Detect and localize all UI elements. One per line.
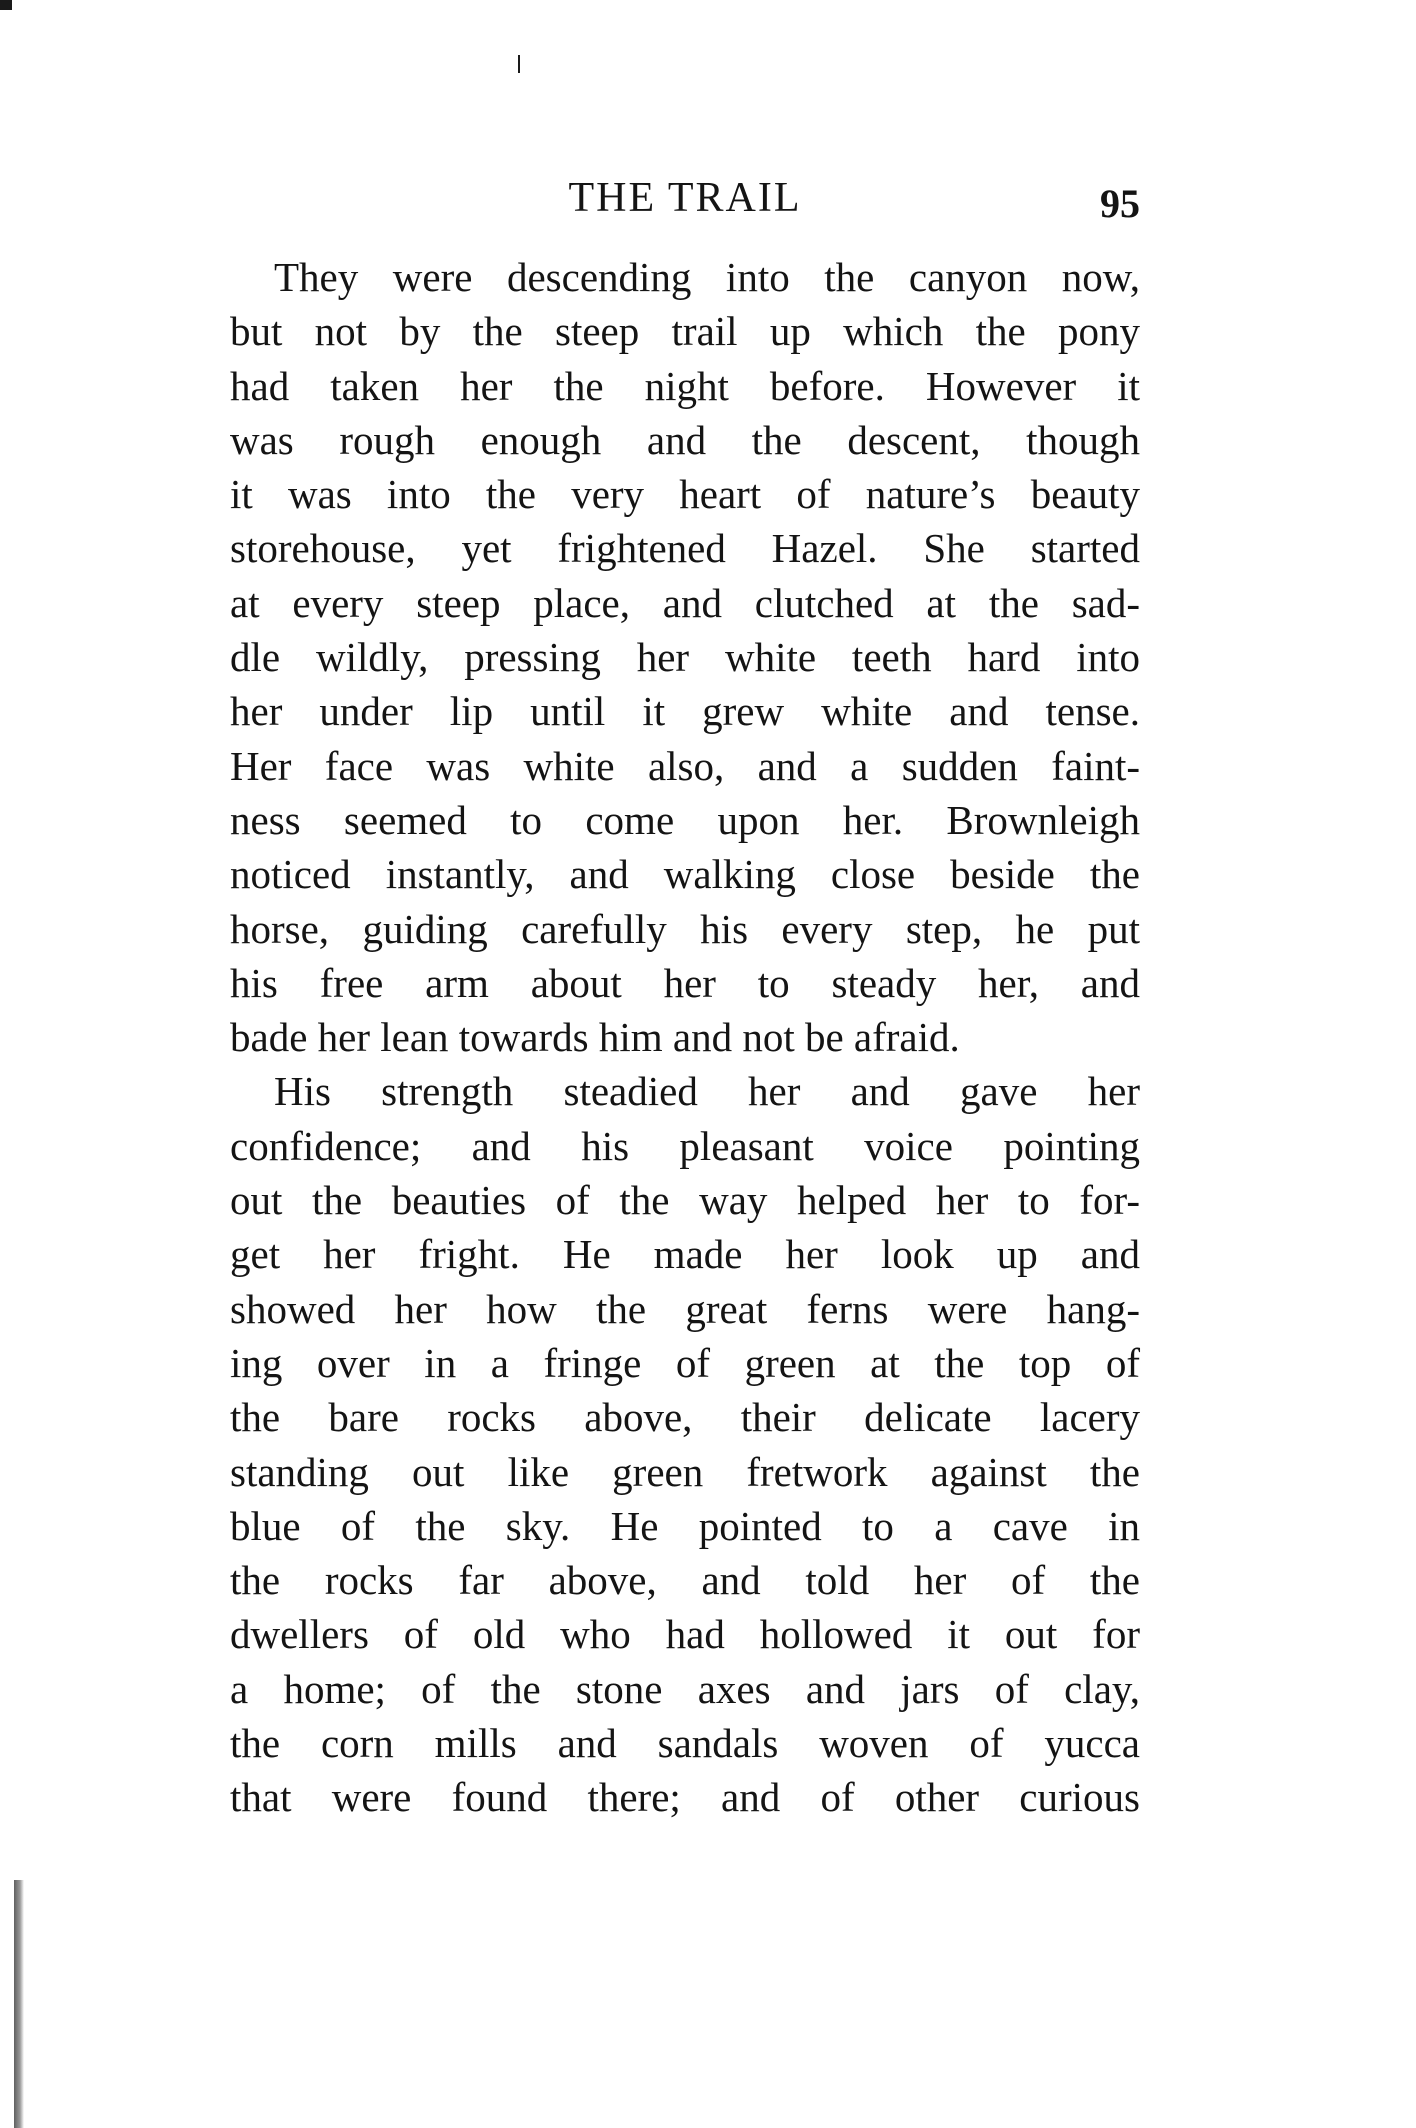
text-line: confidence; and his pleasant voice pointing xyxy=(230,1122,1140,1169)
text-line: blue of the sky. He pointed to a cave in xyxy=(230,1502,1140,1549)
text-line: His strength steadied her and gave her xyxy=(274,1068,1140,1115)
text-line: at every steep place, and clutched at the sad- xyxy=(230,579,1140,626)
text-line: dwellers of old who had hollowed it out for xyxy=(230,1611,1140,1658)
text-line: noticed instantly, and walking close beside the xyxy=(230,851,1140,898)
text-line: but not by the steep trail up which the pony xyxy=(230,308,1140,355)
scan-corner-mark xyxy=(0,0,12,10)
text-line: storehouse, yet frightened Hazel. She started xyxy=(230,525,1140,572)
running-title: THE TRAIL xyxy=(568,175,802,221)
scan-tick-mark xyxy=(518,55,520,73)
text-line: her under lip until it grew white and tense. xyxy=(230,688,1140,735)
text-line: the bare rocks above, their delicate lacery xyxy=(230,1394,1140,1441)
text-line: the corn mills and sandals woven of yucca xyxy=(230,1720,1140,1767)
text-line: standing out like green fretwork against the xyxy=(230,1448,1140,1495)
text-line: bade her lean towards him and not be afraid. xyxy=(230,1014,960,1061)
text-line: out the beauties of the way helped her to for- xyxy=(230,1177,1140,1224)
paragraph-2 xyxy=(230,1064,1140,1824)
text-line: the rocks far above, and told her of the xyxy=(230,1557,1140,1604)
text-line: dle wildly, pressing her white teeth hard into xyxy=(230,634,1140,681)
page-number: 95 xyxy=(1100,181,1140,226)
text-line: horse, guiding carefully his every step, he put xyxy=(230,905,1140,952)
text-line: ness seemed to come upon her. Brownleigh xyxy=(230,796,1140,843)
text-line: They were descending into the canyon now, xyxy=(274,254,1140,300)
binding-edge-shadow xyxy=(14,1880,24,2128)
paragraph-1 xyxy=(230,250,1140,1064)
text-line: a home; of the stone axes and jars of clay, xyxy=(230,1665,1140,1712)
body-text xyxy=(230,250,1140,1825)
text-line: his free arm about her to steady her, and xyxy=(230,959,1140,1006)
text-line: that were found there; and of other curious xyxy=(230,1774,1140,1821)
text-line: Her face was white also, and a sudden faint- xyxy=(230,742,1140,789)
text-line: it was into the very heart of nature’s beauty xyxy=(230,471,1140,518)
text-line: had taken her the night before. However it xyxy=(230,362,1140,409)
text-line: ing over in a fringe of green at the top of xyxy=(230,1339,1140,1386)
text-line: get her fright. He made her look up and xyxy=(230,1231,1140,1278)
text-line: showed her how the great ferns were hang- xyxy=(230,1285,1140,1332)
running-head xyxy=(230,168,1140,228)
text-line: was rough enough and the descent, though xyxy=(230,416,1140,463)
